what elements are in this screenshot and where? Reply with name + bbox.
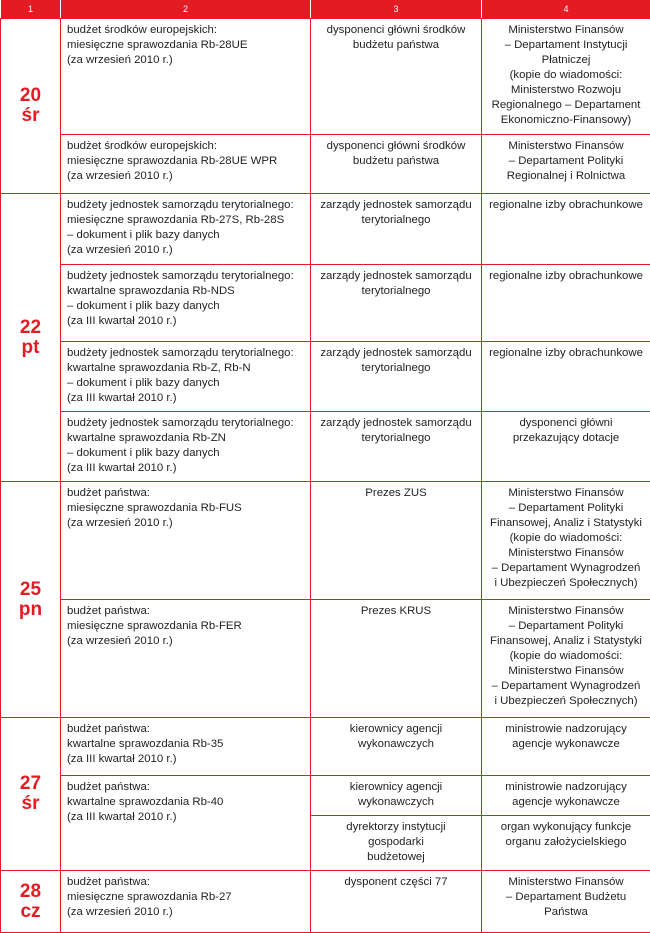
submitter-cell-line: budżetu państwa [352, 39, 440, 51]
report-cell-line: budżet państwa: [67, 781, 150, 793]
recipient-cell-line: Regionalnej i Rolnictwa [506, 170, 626, 182]
submitter-cell-line: dysponenci główni środków [326, 24, 466, 36]
recipient-cell [482, 19, 650, 135]
recipient-cell-line: Finansowej, Analiz i Statystyki [490, 635, 642, 647]
report-cell-line: budżet państwa: [67, 487, 150, 499]
report-cell-line: (za wrzesień 2010 r.) [67, 635, 173, 647]
submitter-cell-line: budżetowej [367, 851, 425, 863]
recipient-cell-line: ministrowie nadzorujący [505, 781, 627, 793]
recipient-cell-line: regionalne izby obrachunkowe [489, 199, 643, 211]
report-cell-line: budżety jednostek samorządu terytorialnego: [67, 347, 294, 359]
day-number: 27 [19, 773, 42, 794]
day-number: 20 [19, 85, 42, 106]
table-row [1, 776, 650, 816]
submitter-cell-line: kierownicy agencji [349, 781, 443, 793]
table-row [1, 600, 650, 718]
header-row [1, 0, 650, 19]
recipient-cell-line: Ekonomiczno-Finansowy) [500, 114, 632, 126]
report-cell-line: miesięczne sprawozdania Rb-FUS [67, 502, 242, 514]
report-cell-line: – dokument i plik bazy danych [67, 447, 220, 459]
report-cell-line: miesięczne sprawozdania Rb-FER [67, 620, 242, 632]
report-cell-line: (za wrzesień 2010 r.) [67, 54, 173, 66]
recipient-cell-line: Ministerstwo Finansów [508, 24, 624, 36]
recipient-cell [482, 776, 650, 816]
submitter-cell [311, 816, 482, 871]
report-cell-line: (za wrzesień 2010 r.) [67, 170, 173, 182]
recipient-cell-line: Regionalnego – Departament [491, 99, 641, 111]
recipient-cell [482, 342, 650, 412]
recipient-cell-line: agencje wykonawcze [512, 738, 620, 750]
report-cell-line: (za III kwartał 2010 r.) [67, 811, 177, 823]
report-cell-line: – dokument i plik bazy danych [67, 377, 220, 389]
submitter-cell-line: Prezes ZUS [365, 487, 427, 499]
report-cell-line: (za wrzesień 2010 r.) [67, 906, 173, 918]
report-cell-line: (za III kwartał 2010 r.) [67, 315, 177, 327]
recipient-cell-line: – Departament Wynagrodzeń [491, 562, 641, 574]
recipient-cell-line: Ministerstwo Finansów [508, 547, 624, 559]
report-cell-line: miesięczne sprawozdania Rb-28UE WPR [67, 155, 278, 167]
submitter-cell-line: wykonawczych [358, 796, 434, 808]
recipient-cell-line: Ministerstwo Finansów [508, 605, 624, 617]
report-cell-line: kwartalne sprawozdania Rb-Z, Rb-N [67, 362, 251, 374]
report-cell-line: miesięczne sprawozdania Rb-28UE [67, 39, 248, 51]
report-cell [61, 19, 311, 135]
submitter-cell-line: dysponent części 77 [344, 876, 448, 888]
submitter-cell-line: terytorialnego [361, 362, 431, 374]
recipient-cell-line: Ministerstwo Rozwoju [510, 84, 622, 96]
report-cell-line: (za III kwartał 2010 r.) [67, 753, 177, 765]
submitter-cell-line: zarządy jednostek samorządu [320, 347, 472, 359]
report-cell [61, 776, 311, 871]
column-header-3: 3 [311, 0, 482, 19]
table-row [1, 135, 650, 194]
recipient-cell [482, 718, 650, 776]
report-cell-line: miesięczne sprawozdania Rb-27S, Rb-28S [67, 214, 285, 226]
recipient-cell-line: Ministerstwo Finansów [508, 876, 624, 888]
submitter-cell-line: zarządy jednostek samorządu [320, 417, 472, 429]
report-cell-line: budżet środków europejskich: [67, 24, 218, 36]
report-cell-line: – dokument i plik bazy danych [67, 229, 220, 241]
submitter-cell-line: terytorialnego [361, 432, 431, 444]
date-cell [1, 482, 61, 718]
report-cell [61, 135, 311, 194]
weekday-abbrev: cz [20, 900, 41, 922]
submitter-cell [311, 718, 482, 776]
column-header-2: 2 [61, 0, 311, 19]
report-cell [61, 194, 311, 265]
recipient-cell-line: – Departament Instytucji [504, 39, 628, 51]
report-cell [61, 600, 311, 718]
submitter-cell [311, 482, 482, 600]
column-header-1: 1 [1, 0, 61, 19]
recipient-cell-line: organ wykonujący funkcje [500, 821, 632, 833]
schedule-body [1, 19, 650, 933]
table-row [1, 342, 650, 412]
column-header-4: 4 [482, 0, 650, 19]
submitter-cell-line: kierownicy agencji [349, 723, 443, 735]
table-row [1, 19, 650, 135]
recipient-cell-line: – Departament Budżetu [505, 891, 627, 903]
recipient-cell-line: – Departament Polityki [508, 155, 624, 167]
report-cell-line: budżety jednostek samorządu terytorialnego: [67, 270, 294, 282]
table-row [1, 412, 650, 482]
report-cell-line: – dokument i plik bazy danych [67, 300, 220, 312]
submitter-cell-line: dyrektorzy instytucji gospodarki [346, 821, 446, 848]
report-cell-line: kwartalne sprawozdania Rb-35 [67, 738, 224, 750]
report-cell-line: budżet państwa: [67, 876, 150, 888]
date-cell [1, 871, 61, 933]
submitter-cell [311, 412, 482, 482]
report-cell-line: (za wrzesień 2010 r.) [67, 244, 173, 256]
recipient-cell-line: organu założycielskiego [505, 836, 627, 848]
report-cell-line: (za wrzesień 2010 r.) [67, 517, 173, 529]
report-cell [61, 342, 311, 412]
submitter-cell-line: budżetu państwa [352, 155, 440, 167]
recipient-cell [482, 600, 650, 718]
report-cell [61, 412, 311, 482]
recipient-cell-line: i Ubezpieczeń Społecznych) [494, 577, 638, 589]
recipient-cell-line: agencje wykonawcze [512, 796, 620, 808]
date-cell [1, 718, 61, 871]
weekday-abbrev: śr [21, 793, 40, 814]
recipient-cell-line: Ministerstwo Finansów [508, 665, 624, 677]
recipient-cell [482, 194, 650, 265]
submitter-cell-line: zarządy jednostek samorządu [320, 199, 472, 211]
recipient-cell [482, 412, 650, 482]
submitter-cell-line: Prezes KRUS [360, 605, 432, 617]
report-cell-line: budżety jednostek samorządu terytorialnego: [67, 417, 294, 429]
table-row [1, 265, 650, 342]
recipient-cell [482, 135, 650, 194]
recipient-cell-line: – Departament Polityki [508, 502, 624, 514]
recipient-cell-line: (kopie do wiadomości: [509, 532, 623, 544]
submitter-cell-line: wykonawczych [358, 738, 434, 750]
report-cell [61, 265, 311, 342]
report-cell-line: miesięczne sprawozdania Rb-27 [67, 891, 232, 903]
recipient-cell [482, 265, 650, 342]
recipient-cell-line: ministrowie nadzorujący [505, 723, 627, 735]
recipient-cell [482, 482, 650, 600]
recipient-cell-line: i Ubezpieczeń Społecznych) [494, 695, 638, 707]
recipient-cell-line: – Departament Wynagrodzeń [491, 680, 641, 692]
recipient-cell-line: Ministerstwo Finansów [508, 140, 624, 152]
submitter-cell [311, 342, 482, 412]
date-cell [1, 194, 61, 482]
submitter-cell [311, 871, 482, 933]
report-cell-line: kwartalne sprawozdania Rb-40 [67, 796, 224, 808]
report-cell-line: budżet państwa: [67, 605, 150, 617]
report-cell-line: budżet środków europejskich: [67, 140, 218, 152]
recipient-cell-line: Państwa [544, 906, 588, 918]
day-number: 22 [19, 316, 42, 338]
submitter-cell [311, 600, 482, 718]
weekday-abbrev: pt [21, 336, 40, 358]
recipient-cell-line: Finansowej, Analiz i Statystyki [490, 517, 642, 529]
report-cell [61, 718, 311, 776]
recipient-cell-line: – Departament Polityki [508, 620, 624, 632]
table-row [1, 871, 650, 933]
table-row [1, 718, 650, 776]
submitter-cell-line: zarządy jednostek samorządu [320, 270, 472, 282]
recipient-cell-line: (kopie do wiadomości: [509, 650, 623, 662]
submitter-cell [311, 19, 482, 135]
report-cell-line: budżety jednostek samorządu terytorialnego: [67, 199, 294, 211]
recipient-cell-line: dysponenci główni [519, 417, 613, 429]
report-cell-line: (za III kwartał 2010 r.) [67, 392, 177, 404]
weekday-abbrev: pn [18, 598, 43, 620]
recipient-cell-line: regionalne izby obrachunkowe [489, 347, 643, 359]
day-number: 28 [19, 880, 42, 902]
table-row [1, 482, 650, 600]
recipient-cell-line: (kopie do wiadomości: [509, 69, 623, 81]
recipient-cell-line: przekazujący dotacje [512, 432, 620, 444]
weekday-abbrev: śr [21, 105, 40, 126]
report-cell [61, 482, 311, 600]
submitter-cell [311, 135, 482, 194]
report-cell-line: budżet państwa: [67, 723, 150, 735]
recipient-cell-line: Ministerstwo Finansów [508, 487, 624, 499]
date-cell [1, 19, 61, 194]
submitter-cell [311, 776, 482, 816]
submitter-cell [311, 265, 482, 342]
recipient-cell [482, 871, 650, 933]
recipient-cell [482, 816, 650, 871]
recipient-cell-line: Płatniczej [541, 54, 591, 66]
submitter-cell-line: terytorialnego [361, 285, 431, 297]
table-row [1, 194, 650, 265]
day-number: 25 [19, 578, 42, 600]
submitter-cell-line: dysponenci główni środków [326, 140, 466, 152]
report-cell-line: kwartalne sprawozdania Rb-ZN [67, 432, 226, 444]
submitter-cell [311, 194, 482, 265]
submitter-cell-line: terytorialnego [361, 214, 431, 226]
report-cell [61, 871, 311, 933]
report-cell-line: (za III kwartał 2010 r.) [67, 462, 177, 474]
report-cell-line: kwartalne sprawozdania Rb-NDS [67, 285, 235, 297]
recipient-cell-line: regionalne izby obrachunkowe [489, 270, 643, 282]
